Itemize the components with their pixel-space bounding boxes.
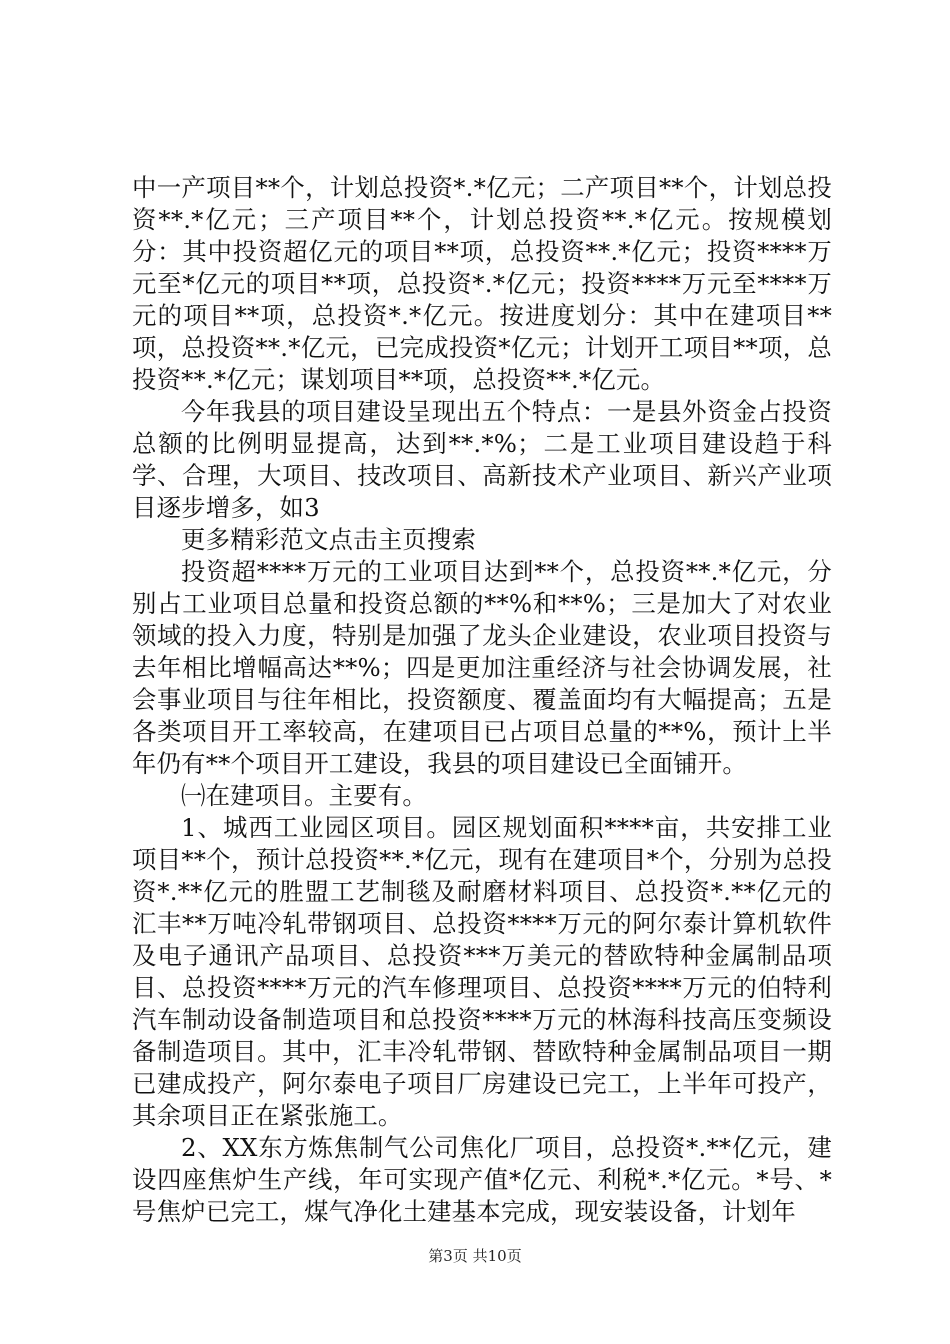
paragraph-more-samples: 更多精彩范文点击主页搜索: [181, 525, 477, 554]
paragraph-investment-breakdown: 中一产项目**个，计划总投资*.*亿元；二产项目**个，计划总投资**.*亿元；三产项目**个，计划总投资**.*亿元。按规模划分：其中投资超亿元的项目**项，总投资**.*亿元；投资****万元至*亿元的项目**项，总投资*.*亿元；投资****万元至****万元的项目**项，总投资*.*亿元。按进度划分：其中在建项目**项，总投资**.*亿元，已完成投资*亿元；计划开工项目**项，总投资**.*亿元；谋划项目**项，总投资**.*亿元。: [132, 173, 832, 394]
paragraph-chengxi-industrial-park: 1、城西工业园区项目。园区规划面积****亩，共安排工业项目**个，预计总投资**.*亿元，现有在建项目*个，分别为总投资*.**亿元的胜盟工艺制毯及耐磨材料项目、总投资*.**亿元的汇丰**万吨冷轧带钢项目、总投资****万元的阿尔泰计算机软件及电子通讯产品项目、总投资***万美元的替欧特种金属制品项目、总投资****万元的汽车修理项目、总投资****万元的伯特利汽车制动设备制造项目和总投资****万元的林海科技高压变频设备制造项目。其中，汇丰冷轧带钢、替欧特种金属制品项目一期已建成投产，阿尔泰电子项目厂房建设已完工，上半年可投产，其余项目正在紧张施工。: [132, 813, 832, 1130]
paragraph-five-features: 今年我县的项目建设呈现出五个特点：一是县外资金占投资总额的比例明显提高，达到**.*%；二是工业项目建设趋于科学、合理，大项目、技改项目、高新技术产业项目、新兴产业项目逐步增多，如3: [132, 397, 832, 522]
document-body: [132, 172, 832, 1228]
section-heading-projects-under-construction: ㈠在建项目。主要有。: [181, 781, 427, 810]
paragraph-coking-plant-project: 2、XX东方炼焦制气公司焦化厂项目，总投资*.**亿元，建设四座焦炉生产线，年可实现产值*亿元、利税*.*亿元。*号、*号焦炉已完工，煤气净化土建基本完成，现安装设备，计划年: [132, 1133, 832, 1226]
paragraph-industrial-investment: 投资超****万元的工业项目达到**个，总投资**.*亿元，分别占工业项目总量和投资总额的**%和**%；三是加大了对农业领域的投入力度，特别是加强了龙头企业建设，农业项目投资与去年相比增幅高达**%；四是更加注重经济与社会协调发展，社会事业项目与往年相比，投资额度、覆盖面均有大幅提高；五是各类项目开工率较高，在建项目已占项目总量的**%，预计上半年仍有**个项目开工建设，我县的项目建设已全面铺开。: [132, 557, 832, 778]
page-number-footer: 第3页 共10页: [428, 1247, 522, 1265]
